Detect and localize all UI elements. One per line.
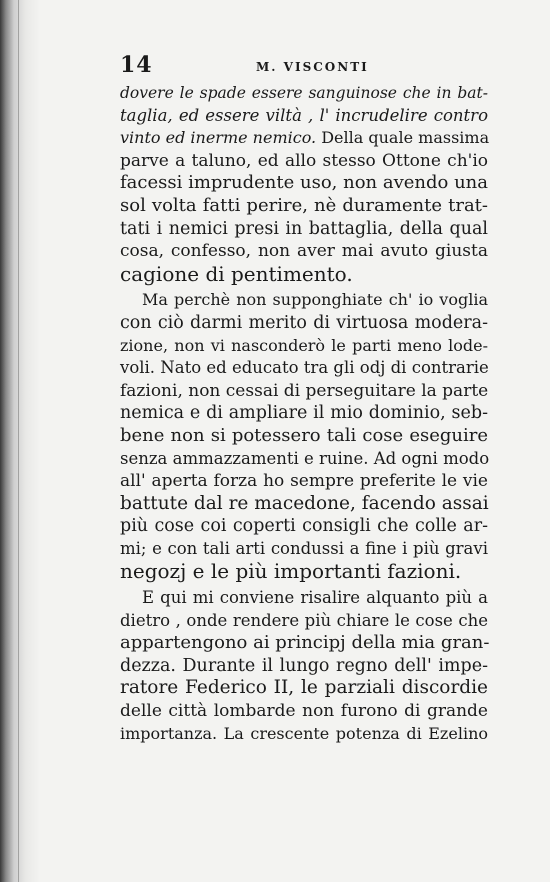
text-line: appartengono ai principj della mia gran- bbox=[120, 632, 490, 654]
text-line: voli. Nato ed educato tra gli odj di contrarie bbox=[120, 358, 489, 378]
text-line: con ciò darmi merito di virtuosa modera- bbox=[120, 312, 488, 333]
text-line: mi; e con tali arti condussi a fine i più gravi bbox=[120, 538, 488, 558]
text-line: negozj e le più importanti fazioni. bbox=[120, 559, 462, 584]
text-line: E qui mi conviene risalire alquanto più a bbox=[142, 588, 488, 608]
text-line-mixed bbox=[120, 127, 488, 150]
page-number: 14 bbox=[120, 52, 153, 78]
text-line: importanza. La crescente potenza di Ezelino bbox=[120, 723, 488, 743]
text-line: parve a taluno, ed allo stesso Ottone ch'io bbox=[120, 150, 488, 171]
running-head bbox=[120, 52, 488, 82]
roman-span: Della quale massima bbox=[316, 128, 490, 148]
text-line: cagione di pentimento. bbox=[120, 261, 353, 286]
text-line: ratore Federico II, le parziali discordie bbox=[120, 677, 488, 699]
text-line: zione, non vi nasconderò le parti meno lode- bbox=[120, 335, 488, 355]
text-line: fazioni, non cessai di perseguitare la parte bbox=[120, 380, 489, 401]
text-line: nemica e di ampliare il mio dominio, seb- bbox=[120, 403, 488, 424]
page-binding-shadow bbox=[0, 0, 40, 882]
text-line: facessi imprudente uso, non avendo una bbox=[120, 172, 488, 194]
text-line: tati i nemici presi in battaglia, della qual bbox=[120, 218, 488, 239]
italic-span: vinto ed inerme nemico. bbox=[120, 128, 317, 148]
text-line: cosa, confesso, non aver mai avuto giusta bbox=[120, 241, 488, 262]
text-line: Ma perchè non supponghiate ch' io voglia bbox=[142, 290, 488, 310]
body-text bbox=[120, 82, 488, 745]
text-line: bene non si potessero tali cose eseguire bbox=[120, 424, 488, 446]
text-line: taglia, ed essere viltà , l' incrudelire contro bbox=[120, 105, 488, 125]
text-line: più cose coi coperti consigli che colle ar- bbox=[120, 516, 488, 537]
text-line: dietro , onde rendere più chiare le cose che bbox=[120, 610, 488, 630]
text-line: dezza. Durante il lungo regno dell' impe- bbox=[120, 655, 488, 676]
text-line: senza ammazzamenti e ruine. Ad ogni modo bbox=[120, 448, 490, 468]
text-line: dovere le spade essere sanguinose che in bat- bbox=[120, 84, 488, 102]
text-line: delle città lombarde non furono di grande bbox=[120, 701, 488, 722]
text-line: battute dal re macedone, facendo assai bbox=[120, 492, 489, 514]
text-line: all' aperta forza ho sempre preferite le vie bbox=[120, 471, 488, 492]
text-line: sol volta fatti perire, nè duramente trat- bbox=[120, 194, 488, 216]
running-title: M. VISCONTI bbox=[256, 60, 369, 74]
book-page bbox=[120, 52, 488, 745]
